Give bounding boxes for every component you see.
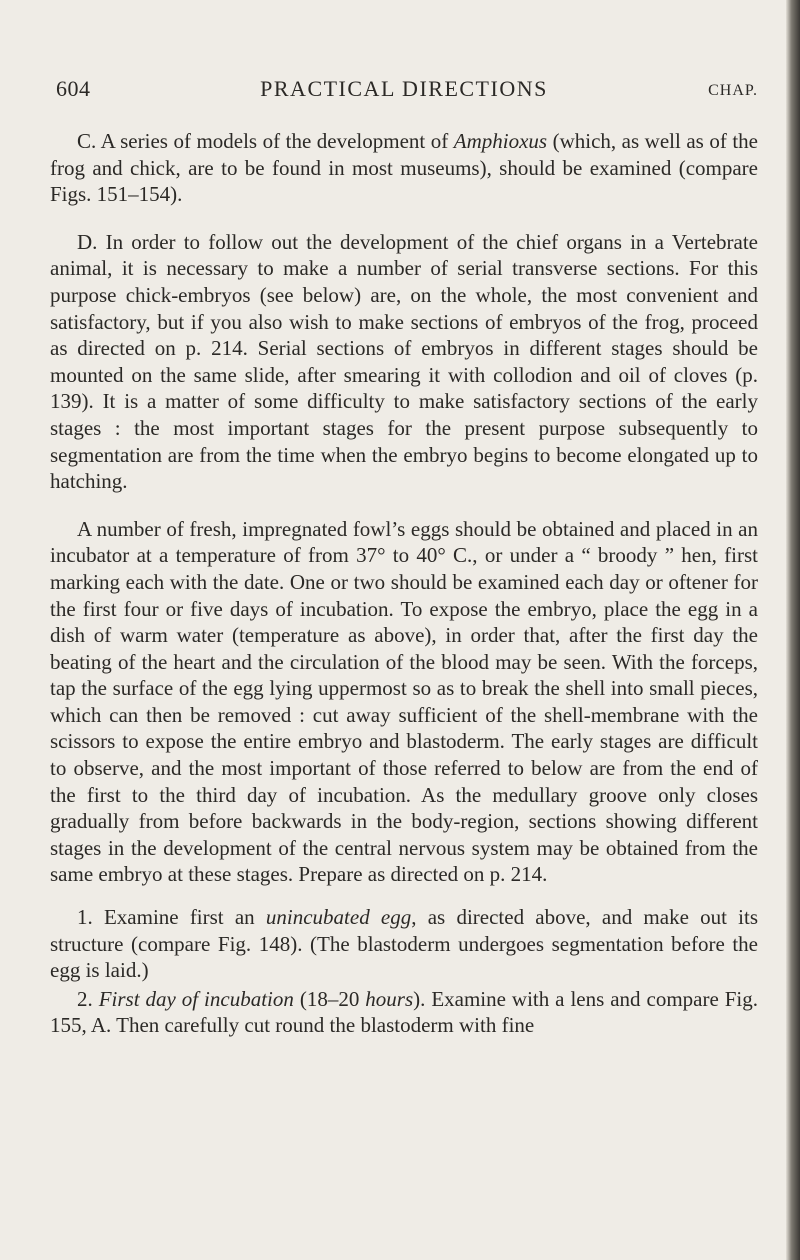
paragraph-c-text-2: (which, as well as of the frog and chick, are to be found in most museums), should be examined (compare Figs. 151–154). [50, 129, 758, 207]
list-item-2-italic-2: hours [365, 986, 414, 1011]
list-item-2 [50, 986, 758, 1039]
list-item-1-italic: unincubated egg [265, 905, 412, 930]
list-item-1-text-1: 1. Examine first an [77, 905, 266, 930]
list-item-2-text-1: 2. [77, 986, 99, 1011]
paragraph-d: D. In order to follow out the development of the chief organs in a Vertebrate animal, it is necessary to make a number of serial transverse sections. For this purpose chick-embryos (see below) are, on the whole, the most convenient and satisfactory, but if you also wish to make sections of embryos of the frog, proceed as directed on p. 214. Serial sections of embryos in different stages should be mounted on the same slide, after smearing it with collodion and oil of cloves (p. 139). It is a matter of some difficulty to make satisfactory sections of the early stages : the most important stages for the present purpose subsequently to segmentation are from the time when the embryo begins to become elongated up to hatching. [50, 229, 758, 494]
body-text [50, 128, 758, 1039]
page-edge-shadow [786, 0, 800, 1260]
paragraph-c [50, 128, 758, 208]
list-item-2-text-3: ). Examine with a lens and compare Fig. 155, A. Then carefully cut round the blastoderm with fine [50, 986, 758, 1038]
chapter-label: CHAP. [708, 82, 758, 99]
paragraph-c-italic: Amphioxus [453, 129, 548, 153]
list-item-1-text-2: , as directed above, and make out its structure (compare Fig. 148). (The blastoderm undergoes segmentation before the egg is laid.) [50, 905, 759, 983]
list-item-2-text-2: (18–20 [293, 986, 366, 1011]
page-header [50, 76, 758, 106]
running-title: PRACTICAL DIRECTIONS [260, 76, 548, 101]
page-number: 604 [56, 76, 91, 101]
paragraph-c-text-1: C. A series of models of the development of [77, 129, 454, 153]
paragraph-fowl-eggs: A number of fresh, impregnated fowl’s eggs should be obtained and placed in an incubator at a temperature of from 37° to 40° C., or under a “ broody ” hen, first marking each with the date. One or two should be examined each day or oftener for the first four or five days of incubation. To expose the embryo, place the egg in a dish of warm water (temperature as above), in order that, after the first day the beating of the heart and the circulation of the blood may be seen. With the forceps, tap the surface of the egg lying uppermost so as to break the shell into small pieces, which can then be removed : cut away sufficient of the shell-membrane with the scissors to expose the entire embryo and blastoderm. The early stages are difficult to observe, and the most important of those referred to below are from the end of the first to the third day of incubation. As the medullary groove only closes gradually from before backwards in the body-region, sections showing different stages in the development of the central nervous system may be obtained from the same embryo at these stages. Prepare as directed on p. 214. [50, 516, 758, 887]
list-item-1 [50, 904, 758, 984]
list-item-2-italic-1: First day of incubation [98, 986, 294, 1011]
